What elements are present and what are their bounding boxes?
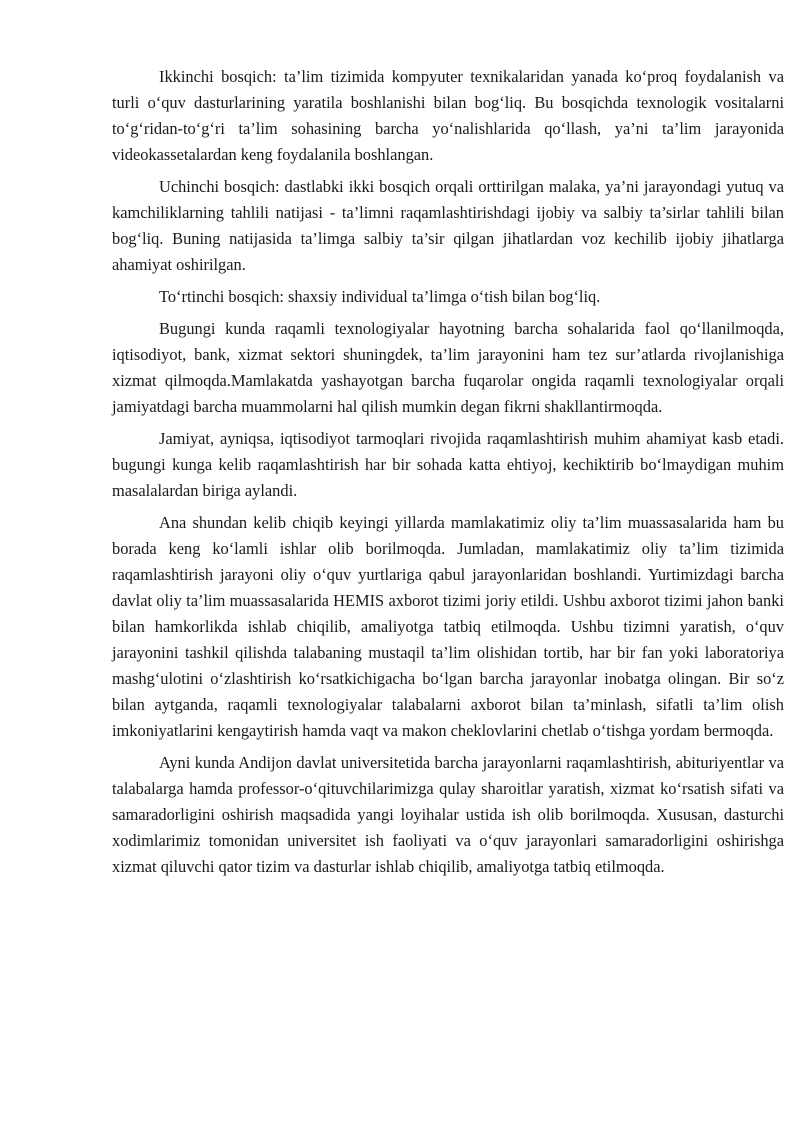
paragraph-6: Ana shundan kelib chiqib keyingi yillarda mamlakatimiz oliy ta’lim muassasalarida ham bu borada keng ko‘lamli ishlar olib borilmoqda. Jumladan, mamlakatimiz oliy ta’lim tizimida raqamlashtirish jarayoni oliy o‘quv yurtlariga qabul jarayonlaridan boshlandi. Yurtimizdagi barcha davlat oliy ta’lim muassasalarida HEMIS axborot tizimi joriy etildi. Ushbu axborot tizimi jahon banki bilan hamkorlikda ishlab chiqilib, amaliyotga tatbiq etilmoqda. Ushbu tizimni yaratish, o‘quv jarayonini tashkil qilishda talabaning mustaqil ta’lim olishidan tortib, har bir fan yoki laboratoriya mashg‘ulotini o‘zlashtirish ko‘rsatkichigacha bo‘lgan barcha jarayonlar inobatga olingan. Bir so‘z bilan aytganda, raqamli texnologiyalar talabalarni axborot bilan ta’minlash, sifatli ta’lim olish imkoniyatlarini kengaytirish hamda vaqt va makon cheklovlarini chetlab o‘tishga yordam bermoqda. <box>112 513 784 740</box>
paragraph-4: Bugungi kunda raqamli texnologiyalar hayotning barcha sohalarida faol qo‘llanilmoqda, iqtisodiyot, bank, xizmat sektori shuningdek, ta’lim jarayonini ham tez sur’atlarda rivojlanishiga xizmat qilmoqda.Mamlakatda yashayotgan barcha fuqarolar ongida raqamli texnologiyalar orqali jamiyatdagi barcha muammolarni hal qilish mumkin degan fikrni shakllantirmoqda. <box>112 319 784 416</box>
paragraph-1: Ikkinchi bosqich: ta’lim tizimida kompyuter texnikalaridan yanada ko‘proq foydalanish va turli o‘quv dasturlarining yaratila boshlanishi bilan bog‘liq. Bu bosqichda texnologik vositalarni to‘g‘ridan-to‘g‘ri ta’lim sohasining barcha yo‘nalishlarida qo‘llash, ya’ni ta’lim jarayonida videokassetalardan keng foydalanila boshlangan. <box>112 67 784 164</box>
paragraph-3: To‘rtinchi bosqich: shaxsiy individual ta’limga o‘tish bilan bog‘liq. <box>159 287 601 306</box>
paragraph-5: Jamiyat, ayniqsa, iqtisodiyot tarmoqlari rivojida raqamlashtirish muhim ahamiyat kasb etadi. bugungi kunga kelib raqamlashtirish har bir sohada katta ehtiyoj, kechiktirib bo‘lmaydigan muhim masalalardan biriga aylandi. <box>112 429 784 500</box>
paragraph-2: Uchinchi bosqich: dastlabki ikki bosqich orqali orttirilgan malaka, ya’ni jarayondagi yutuq va kamchiliklarning tahlili natijasi - ta’limni raqamlashtirishdagi ijobiy va salbiy ta’sirlar tahlili bilan bog‘liq. Buning natijasida ta’limga salbiy ta’sir qilgan jihatlardan voz kechilib ijobiy jihatlarga ahamiyat oshirilgan. <box>112 177 784 274</box>
paragraph-7: Ayni kunda Andijon davlat universitetida barcha jarayonlarni raqamlashtirish, abituriyentlar va talabalarga hamda professor-o‘qituvchilarimizga qulay sharoitlar yaratish, xizmat ko‘rsatish sifati va samaradorligini oshirish maqsadida yangi loyihalar ustida ish olib borilmoqda. Xususan, dasturchi xodimlarimiz tomonidan universitet ish faoliyati va o‘quv jarayonlari samaradorligini oshirishga xizmat qiluvchi qator tizim va dasturlar ishlab chiqilib, amaliyotga tatbiq etilmoqda. <box>112 753 784 876</box>
document-body <box>112 64 784 886</box>
